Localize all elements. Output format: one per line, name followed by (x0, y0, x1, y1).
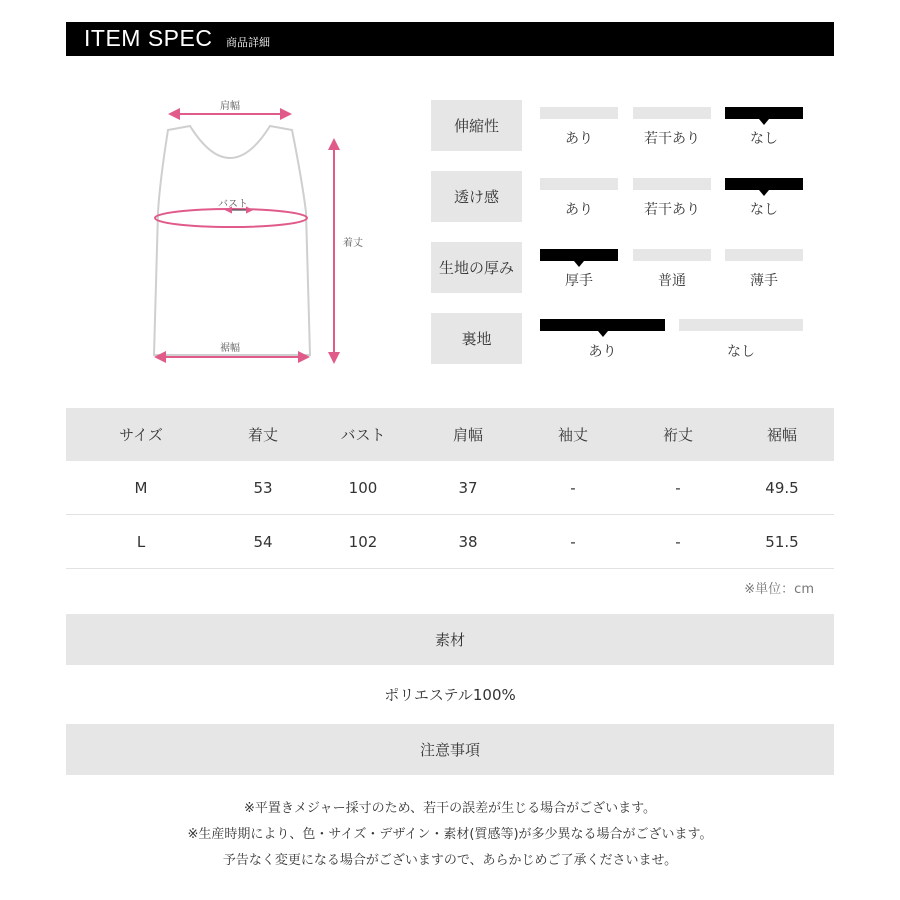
table-cell: 51.5 (765, 532, 799, 551)
table-row (66, 461, 834, 515)
bust-label: バスト (218, 199, 248, 210)
header-cell-yuki: 裄丈 (662, 426, 693, 444)
thickness-option-3: 薄手 (750, 273, 778, 289)
table-cell: 102 (348, 532, 378, 551)
material-heading: 素材 (66, 614, 834, 665)
stretch-option-2: 若干あり (644, 131, 700, 147)
tank-top-outline (154, 126, 310, 355)
page-title: ITEM SPEC (84, 25, 213, 51)
stretch-option-3: なし (750, 131, 778, 147)
table-cell: 37 (458, 478, 478, 497)
header-cell-size: サイズ (119, 426, 163, 444)
thickness-option-bar-1-selected (540, 249, 618, 261)
header-bar (66, 22, 834, 56)
attr-label-sheerness: 透け感 (431, 171, 522, 222)
table-cell: - (675, 532, 681, 551)
lining-option-bar-2 (679, 319, 803, 331)
sheer-option-2: 若干あり (644, 202, 700, 218)
stretch-option-bar-1 (540, 107, 618, 119)
table-cell: - (570, 478, 576, 497)
stretch-option-1: あり (565, 131, 593, 147)
header-cell-length: 着丈 (247, 426, 278, 444)
table-cell: 100 (348, 478, 378, 497)
size-table (66, 408, 834, 569)
thickness-option-2: 普通 (658, 273, 686, 289)
garment-diagram (140, 90, 380, 380)
length-label: 着丈 (343, 238, 363, 249)
table-cell: - (675, 478, 681, 497)
table-cell: 49.5 (765, 478, 799, 497)
attr-label-stretch: 伸縮性 (431, 100, 522, 151)
stretch-option-bar-3-selected (725, 107, 803, 119)
sheer-option-1: あり (565, 202, 593, 218)
page-subtitle: 商品詳細 (226, 36, 270, 49)
stretch-option-bar-2 (633, 107, 711, 119)
note-line-1: ※平置きメジャー採寸のため、若干の誤差が生じる場合がございます。 (243, 801, 657, 816)
sheer-option-3: なし (750, 202, 778, 218)
lining-option-1: あり (588, 344, 617, 360)
header-cell-hem: 裾幅 (766, 426, 797, 444)
thickness-option-bar-3 (725, 249, 803, 261)
thickness-option-bar-2 (633, 249, 711, 261)
table-cell: - (570, 532, 576, 551)
note-line-3: 予告なく変更になる場合がございますので、あらかじめご了承くださいませ。 (222, 853, 678, 868)
header-cell-bust: バスト (340, 426, 386, 444)
sheer-option-bar-2 (633, 178, 711, 190)
table-row (66, 515, 834, 569)
unit-note: ※単位：cm (744, 582, 814, 597)
table-cell: 38 (458, 532, 478, 551)
table-cell: 53 (253, 478, 273, 497)
material-value: ポリエステル100% (384, 686, 516, 704)
sheer-option-bar-1 (540, 178, 618, 190)
note-line-2: ※生産時期により、色・サイズ・デザイン・素材(質感等)が多少異なる場合がございます。 (187, 827, 713, 842)
header-cell-shoulder: 肩幅 (452, 426, 483, 444)
table-cell: 54 (253, 532, 273, 551)
hem-label: 裾幅 (220, 343, 240, 354)
thickness-option-1: 厚手 (565, 273, 593, 289)
notes-heading: 注意事項 (66, 724, 834, 775)
shoulder-label: 肩幅 (220, 101, 240, 112)
header-cell-sleeve: 袖丈 (557, 426, 588, 444)
table-cell: L (136, 532, 146, 551)
table-cell: M (134, 478, 148, 497)
lining-option-bar-1-selected (540, 319, 665, 331)
lining-option-2: なし (727, 344, 755, 360)
attr-label-lining: 裏地 (431, 313, 522, 364)
size-table-header (66, 408, 834, 461)
attr-label-thickness: 生地の厚み (431, 242, 522, 293)
sheer-option-bar-3-selected (725, 178, 803, 190)
